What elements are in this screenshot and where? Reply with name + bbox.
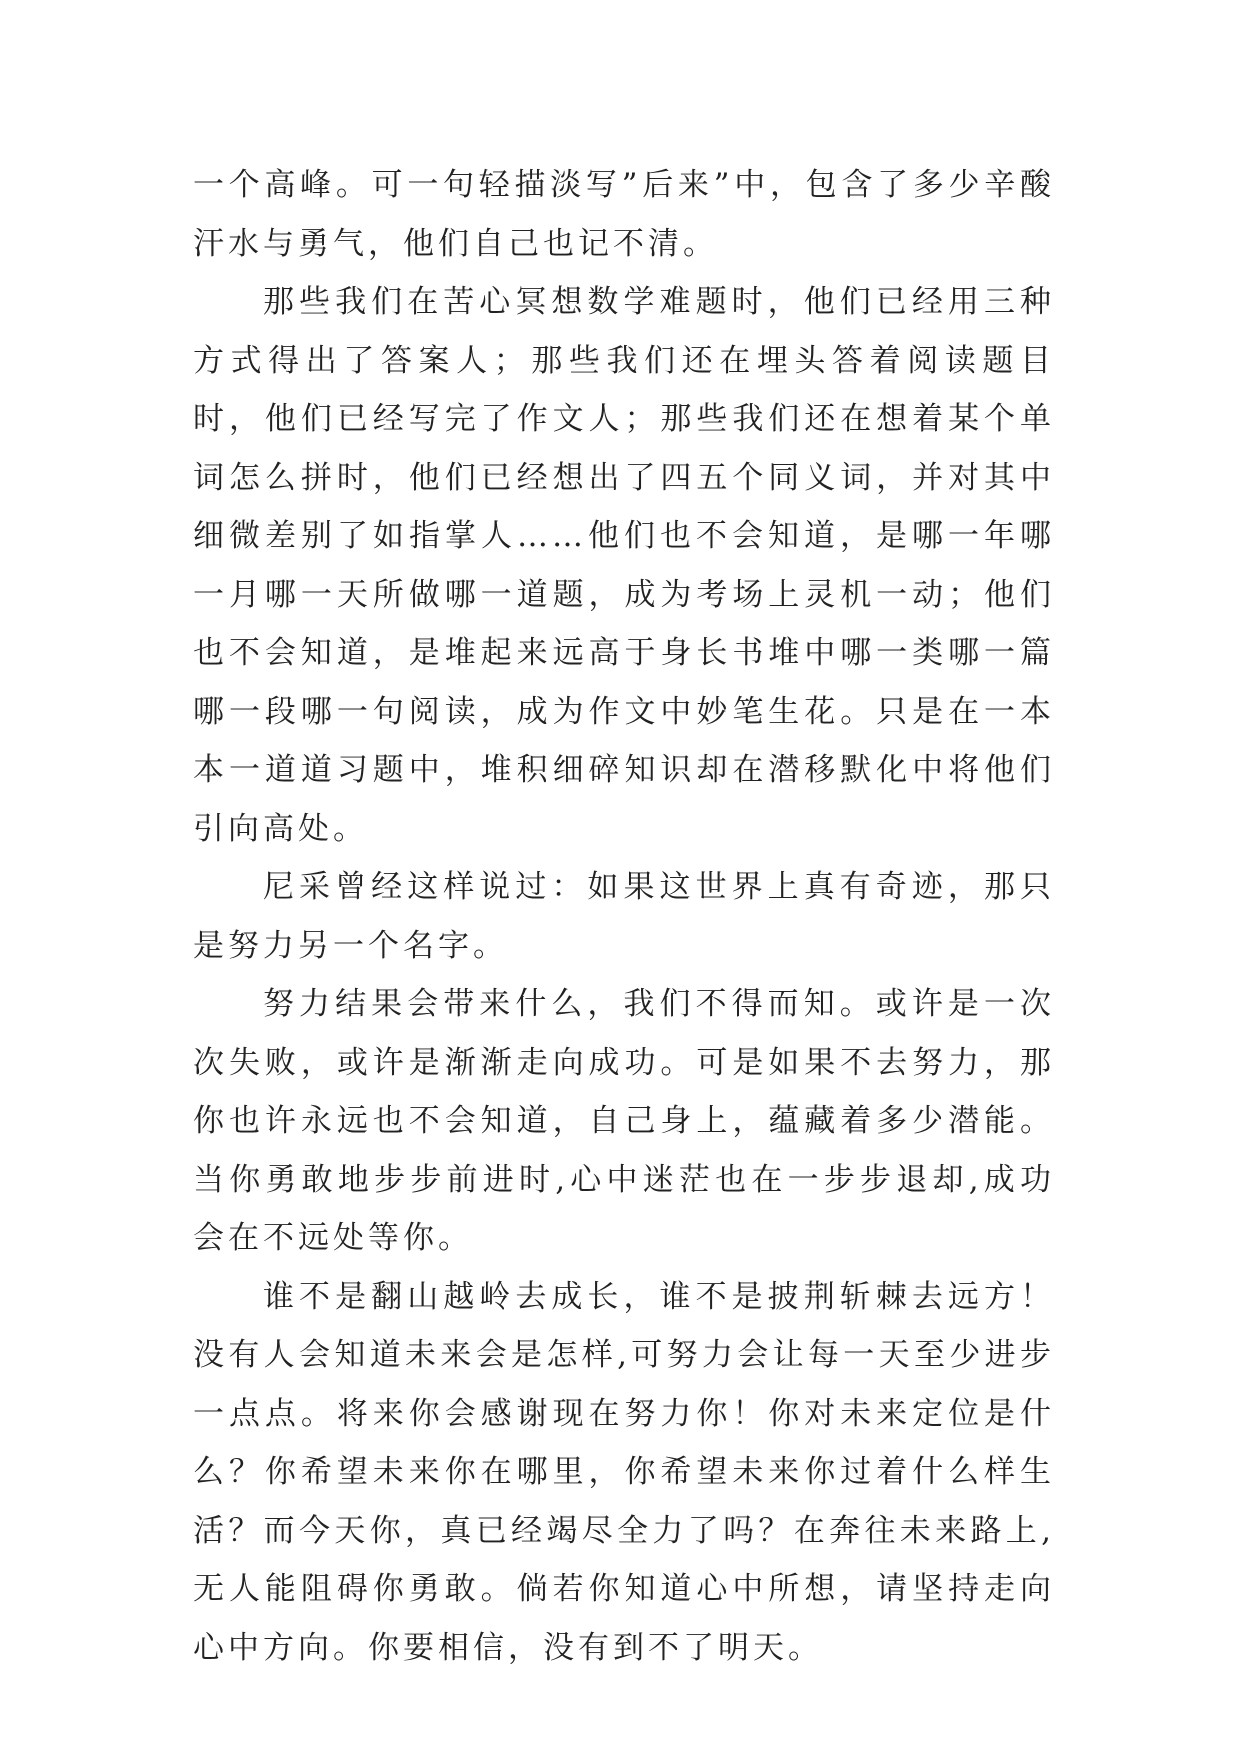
paragraph-2: 那些我们在苦心冥想数学难题时，他们已经用三种方式得出了答案人；那些我们还在埋头答着阅读题目时，他们已经写完了作文人；那些我们还在想着某个单词怎么拼时，他们已经想出了四五个同义词，并对其中细微差别了如指掌人……他们也不会知道，是哪一年哪一月哪一天所做哪一道题，成为考场上灵机一动；他们也不会知道，是堆起来远高于身长书堆中哪一类哪一篇哪一段哪一句阅读，成为作文中妙笔生花。只是在一本本一道道习题中，堆积细碎知识却在潜移默化中将他们引向高处。: [193, 284, 1055, 847]
paragraph-1: 一个高峰。可一句轻描淡写”后来”中，包含了多少辛酸汗水与勇气，他们自己也记不清。: [193, 167, 1055, 262]
document-body: [193, 156, 1055, 1677]
paragraph-4: 努力结果会带来什么，我们不得而知。或许是一次次失败，或许是渐渐走向成功。可是如果不去努力，那你也许永远也不会知道，自己身上，蕴藏着多少潜能。当你勇敢地步步前进时,心中迷茫也在一步步退却,成功会在不远处等你。: [193, 986, 1055, 1256]
paragraph-5: 谁不是翻山越岭去成长，谁不是披荆斩棘去远方！没有人会知道未来会是怎样,可努力会让每一天至少进步一点点。将来你会感谢现在努力你！你对未来定位是什么？你希望未来你在哪里，你希望未来你过着什么样生活？而今天你，真已经竭尽全力了吗？在奔往未来路上,无人能阻碍你勇敢。倘若你知道心中所想，请坚持走向心中方向。你要相信，没有到不了明天。: [193, 1278, 1055, 1666]
paragraph-3: 尼采曾经这样说过：如果这世界上真有奇迹，那只是努力另一个名字。: [193, 869, 1055, 964]
